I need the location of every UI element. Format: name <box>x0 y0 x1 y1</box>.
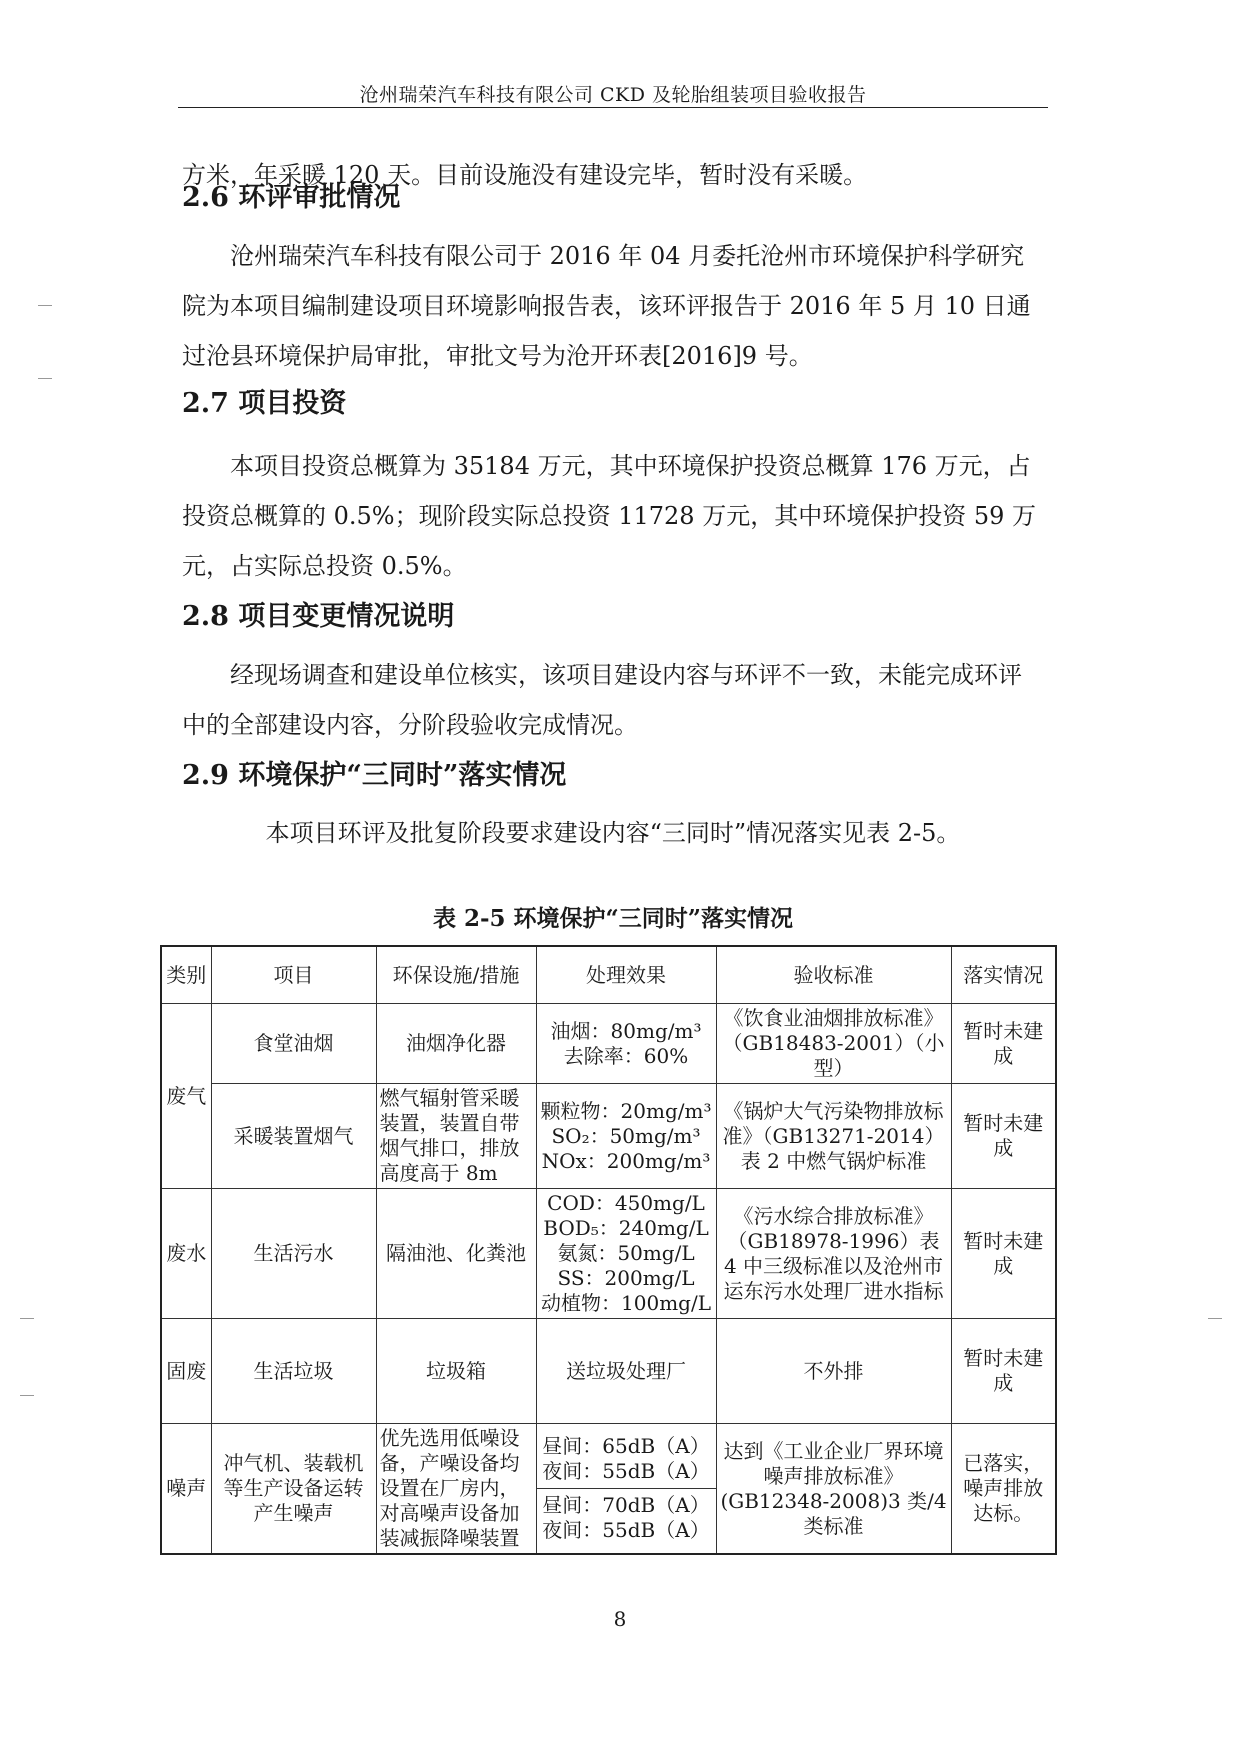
cell-item: 食堂油烟 <box>211 1004 376 1084</box>
header-measure: 环保设施/措施 <box>376 946 536 1004</box>
document-header: 沧州瑞荣汽车科技有限公司 CKD 及轮胎组装项目验收报告 <box>359 84 867 106</box>
cell-measure: 优先选用低噪设备，产噪设备均设置在厂房内，对高噪声设备加装减振降噪装置 <box>376 1424 536 1555</box>
header-item: 项目 <box>211 946 376 1004</box>
effect-line: 夜间：55dB（A） <box>542 1459 710 1483</box>
scan-mark <box>1208 1318 1222 1319</box>
paragraph-heating-continued: 方米，年采暖 120 天。目前设施没有建设完毕，暂时没有采暖。 <box>182 161 868 189</box>
cell-measure: 垃圾箱 <box>376 1319 536 1424</box>
effect-line: SO₂：50mg/m³ <box>551 1123 701 1148</box>
cell-measure: 燃气辐射管采暖装置，装置自带烟气排口，排放高度高于 8m <box>376 1084 536 1189</box>
header-category: 类别 <box>161 946 211 1004</box>
category-waste-water: 废水 <box>161 1189 211 1319</box>
cell-status: 已落实，噪声排放达标。 <box>951 1424 1056 1555</box>
table-row <box>161 1319 1056 1424</box>
cell-status: 暂时未建成 <box>951 1084 1056 1189</box>
cell-effect <box>536 1424 716 1555</box>
cell-standard: 《饮食业油烟排放标准》（GB18483-2001）（小型） <box>716 1004 951 1084</box>
cell-effect <box>536 1004 716 1084</box>
header-status: 落实情况 <box>951 946 1056 1004</box>
cell-item: 生活污水 <box>211 1189 376 1319</box>
cell-effect: 送垃圾处理厂 <box>536 1319 716 1424</box>
section-heading-2-8: 2.8 项目变更情况说明 <box>182 601 455 632</box>
effect-block <box>537 1430 716 1489</box>
cell-measure: 隔油池、化粪池 <box>376 1189 536 1319</box>
table-row <box>161 1424 1056 1555</box>
cell-status: 暂时未建成 <box>951 1004 1056 1084</box>
table-caption: 表 2-5 环境保护“三同时”落实情况 <box>432 905 794 932</box>
cell-item: 冲气机、装载机等生产设备运转产生噪声 <box>211 1424 376 1555</box>
three-simultaneous-table <box>160 945 1057 1555</box>
cell-standard: 《污水综合排放标准》（GB18978-1996）表 4 中三级标准以及沧州市运东污水处理厂进水指标 <box>716 1189 951 1319</box>
table-row <box>161 1189 1056 1319</box>
effect-line: 动植物：100mg/L <box>541 1291 711 1315</box>
effect-block <box>537 1489 716 1547</box>
effect-line: BOD₅：240mg/L <box>543 1216 709 1240</box>
header-rule <box>178 107 1048 108</box>
category-waste-gas: 废气 <box>161 1004 211 1189</box>
cell-effect <box>536 1189 716 1319</box>
table-header-row <box>161 946 1056 1004</box>
header-standard: 验收标准 <box>716 946 951 1004</box>
table-row <box>161 1004 1056 1084</box>
category-noise: 噪声 <box>161 1424 211 1555</box>
paragraph-three-simultaneous: 本项目环评及批复阶段要求建设内容“三同时”情况落实见表 2-5。 <box>265 819 961 847</box>
effect-line: 昼间：70dB（A） <box>542 1493 710 1517</box>
cell-effect <box>536 1084 716 1189</box>
cell-item: 生活垃圾 <box>211 1319 376 1424</box>
effect-line: 颗粒物：20mg/m³ <box>540 1098 712 1123</box>
cell-status: 暂时未建成 <box>951 1189 1056 1319</box>
cell-standard: 达到《工业企业厂界环境噪声排放标准》(GB12348-2008)3 类/4 类标准 <box>716 1424 951 1555</box>
paragraph-project-change: 经现场调查和建设单位核实，该项目建设内容与环评不一致，未能完成环评中的全部建设内容，分阶段验收完成情况。 <box>182 661 1022 739</box>
scan-mark <box>20 1395 34 1396</box>
effect-line: SS：200mg/L <box>557 1266 695 1290</box>
scan-mark <box>38 378 52 379</box>
effect-line: 油烟：80mg/m³ <box>550 1018 702 1043</box>
paragraph-investment: 本项目投资总概算为 35184 万元，其中环境保护投资总概算 176 万元，占投资总概算的 0.5%；现阶段实际总投资 11728 万元，其中环境保护投资 59 万元，占实际总投资 0.5%。 <box>182 452 1037 580</box>
cell-standard: 《锅炉大气污染物排放标准》（GB13271-2014）表 2 中燃气锅炉标准 <box>716 1084 951 1189</box>
effect-line: 氨氮：50mg/L <box>557 1241 695 1265</box>
page-number: 8 <box>613 1607 627 1631</box>
table-row <box>161 1084 1056 1189</box>
paragraph-eia-approval: 沧州瑞荣汽车科技有限公司于 2016 年 04 月委托沧州市环境保护科学研究院为本项目编制建设项目环境影响报告表，该环评报告于 2016 年 5 月 10 日通过沧县环境保护局审批，审批文号为沧开环表[2016]9 号。 <box>182 242 1031 370</box>
section-heading-2-9: 2.9 环境保护“三同时”落实情况 <box>182 760 567 791</box>
header-effect: 处理效果 <box>536 946 716 1004</box>
scan-mark <box>38 305 52 306</box>
effect-line: 夜间：55dB（A） <box>542 1518 710 1542</box>
effect-line: 去除率：60% <box>563 1043 689 1068</box>
cell-item: 采暖装置烟气 <box>211 1084 376 1189</box>
section-heading-2-7: 2.7 项目投资 <box>182 388 347 419</box>
cell-measure: 油烟净化器 <box>376 1004 536 1084</box>
effect-line: NOx：200mg/m³ <box>541 1148 711 1173</box>
category-solid-waste: 固废 <box>161 1319 211 1424</box>
scan-mark <box>20 1318 34 1319</box>
effect-line: COD：450mg/L <box>547 1191 705 1215</box>
cell-standard: 不外排 <box>716 1319 951 1424</box>
effect-line: 昼间：65dB（A） <box>542 1434 710 1458</box>
cell-status: 暂时未建成 <box>951 1319 1056 1424</box>
section-heading-2-6: 2.6 环评审批情况 <box>182 182 401 213</box>
